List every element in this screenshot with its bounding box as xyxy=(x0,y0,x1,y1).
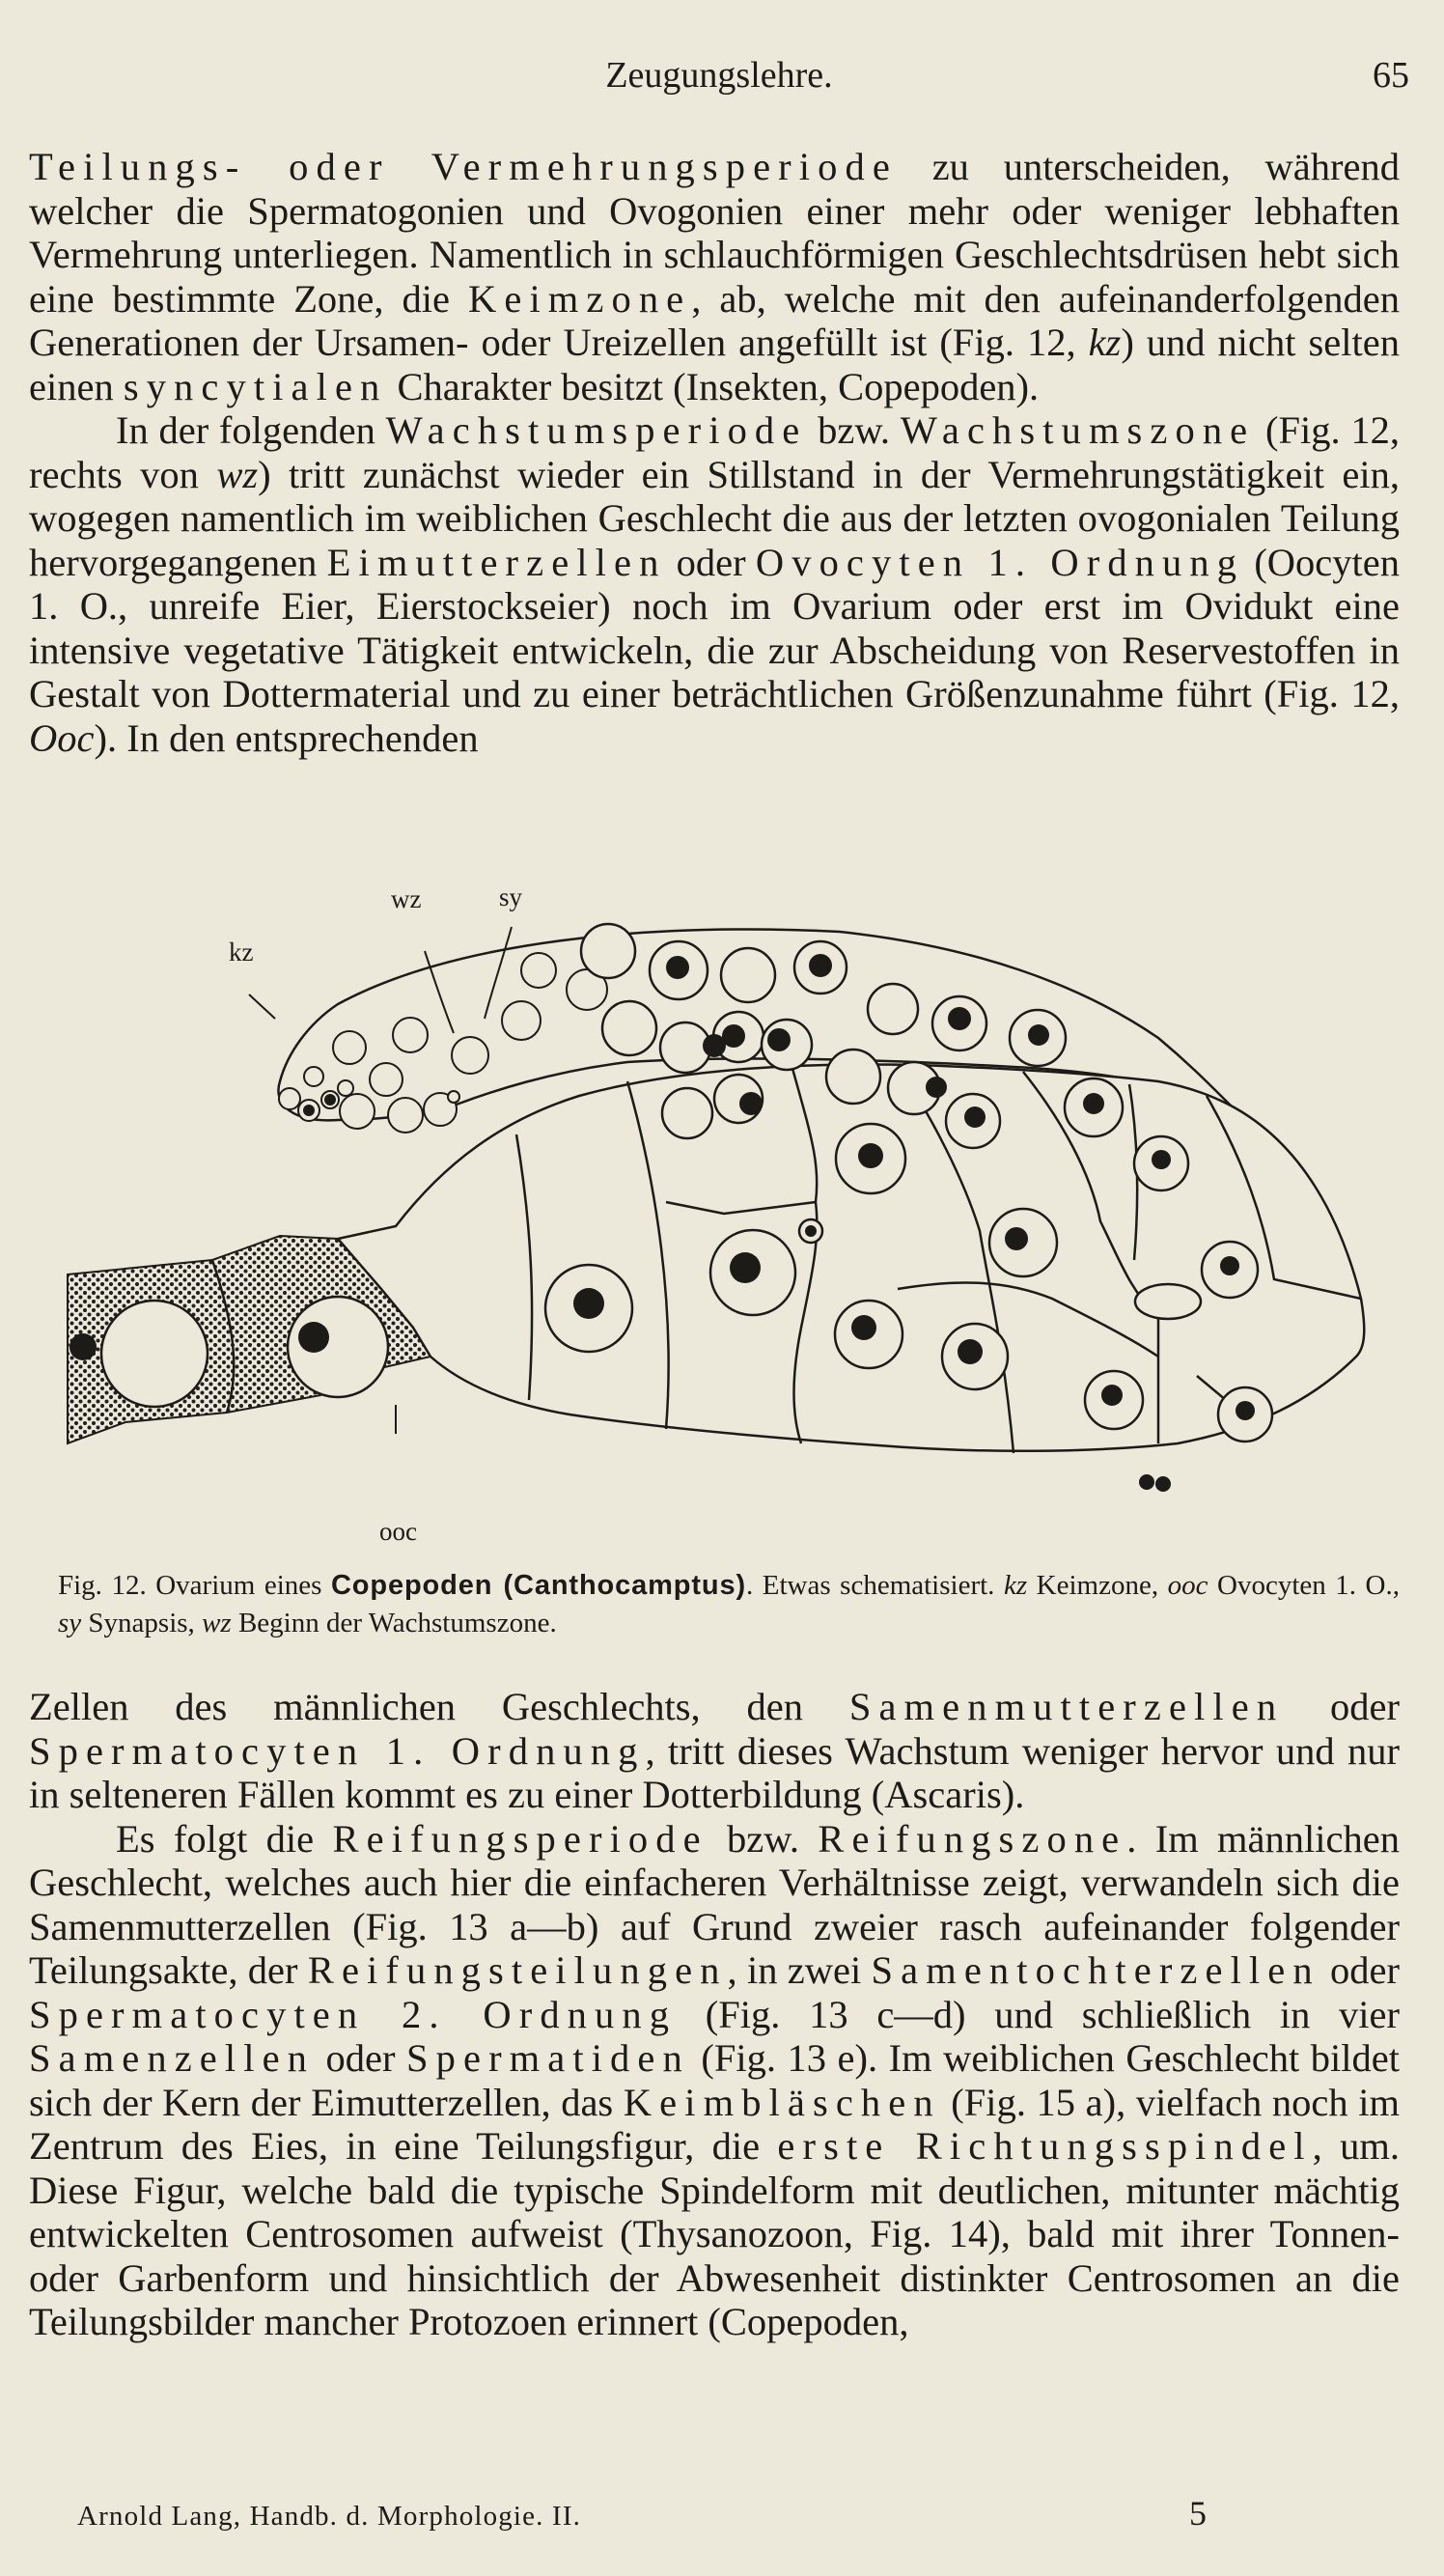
text-run: Fig. 12. Ovarium eines xyxy=(58,1570,331,1601)
text-run: (Fig. 15 a), vielfach noch im Zentrum des Eies, in eine Teilungsfigur, die xyxy=(29,2080,1400,2168)
italic-term: Ooc xyxy=(29,715,95,760)
text-run: . Im männlichen Geschlecht, welches auch hier die einfacheren Verhältnisse zeigt, verwandeln sich die Samenmutterzellen (Fig. 13 a—b) auf Grund zweier rasch aufeinander folgender Teilungsakte, der xyxy=(29,1816,1400,1992)
spaced-term: Reifungsteilungen xyxy=(307,1948,728,1992)
italic-term: wz xyxy=(216,452,259,496)
body-text-bottom xyxy=(29,1685,1400,2344)
label-sy: sy xyxy=(499,882,523,911)
spaced-term: Reifungsperiode xyxy=(332,1816,708,1861)
text-run: , tritt dieses Wachstum weniger hervor und nur in selteneren Fällen kommt es zu einer Dotterbildung (Ascaris). xyxy=(29,1728,1400,1816)
text-run: (Fig. 13 e). Im weiblichen Geschlecht bildet sich der Kern der Eimutterzellen, das xyxy=(29,2036,1401,2124)
text-run: zu unterscheiden, während welcher die Spermatogonien und Ovogonien einer mehr oder weniger lebhaften Vermehrung unterliegen. Namentlich in schlauchförmigen Geschlechtsdrüsen hebt sich eine bestimmte Zone, die xyxy=(29,145,1400,321)
spaced-term: Keimbläschen xyxy=(623,2080,941,2124)
text-run: In der folgenden xyxy=(116,408,386,452)
bold-term: Copepoden (Canthocamptus) xyxy=(330,1570,746,1601)
text-run: (Oocyten 1. O., unreife Eier, Eierstockseier) noch im Ovarium oder erst im Ovidukt eine intensive vegetative Tätigkeit entwickeln, die zur Abscheidung von Reservestoffen in Gestalt von Dottermaterial und zu einer beträchtlichen Größenzunahme führt (Fig. 12, xyxy=(29,540,1401,715)
spaced-term: Spermatiden xyxy=(406,2036,690,2080)
text-run: oder xyxy=(1319,1948,1400,1992)
figure-caption xyxy=(58,1567,1400,1642)
text-run: Ovocyten 1. O., xyxy=(1208,1570,1401,1601)
italic-term: kz xyxy=(1003,1570,1028,1601)
text-run: bzw. xyxy=(807,408,901,452)
italic-term: kz xyxy=(1088,321,1122,364)
spaced-term: Ovocyten 1. Ordnung xyxy=(755,540,1245,584)
text-run: , um. Diese Figur, welche bald die typische Spindelform mit deutlichen, mitunter mächtig entwickelten Centrosomen aufweist (Thysanozoon, Fig. 14), bald mit ihrer Tonnen- oder Garbenform und hinsichtlich der Abwesenheit distinkter Centrosomen an die Teilungsbilder mancher Protozoen erinnert (Copepoden, xyxy=(29,2124,1400,2343)
italic-term: sy xyxy=(58,1608,82,1638)
text-run: , ab, welche mit den aufeinanderfolgenden Generationen der Ursamen- oder Ureizellen angefüllt ist (Fig. 12, xyxy=(29,276,1400,364)
label-ooc: ooc xyxy=(379,1517,417,1546)
spaced-term: Spermatocyten 2. Ordnung xyxy=(29,1992,678,2036)
spaced-term: Reifungszone xyxy=(818,1816,1127,1861)
spaced-term: Samenmutterzellen xyxy=(848,1685,1285,1728)
text-run: . Etwas schematisiert. xyxy=(745,1570,1004,1601)
text-run: , in zwei xyxy=(727,1948,872,1992)
spaced-term: Spermatocyten 1. Ordnung xyxy=(29,1728,646,1773)
spaced-term: syncytialen xyxy=(123,364,388,408)
text-run: Synapsis, xyxy=(81,1608,203,1638)
spaced-term: Keimzone xyxy=(468,276,692,321)
text-run: (Fig. 12, rechts von xyxy=(29,408,1400,496)
italic-term: ooc xyxy=(1167,1570,1208,1601)
text-run: Beginn der Wachstumszone. xyxy=(231,1608,557,1638)
text-run: Es folgt die xyxy=(116,1816,333,1861)
footer-book-reference: Arnold Lang, Handb. d. Morphologie. II. xyxy=(77,2501,582,2532)
paragraph xyxy=(29,1817,1400,2344)
ovarium-drawing xyxy=(48,874,1409,1559)
page-number: 65 xyxy=(1373,55,1409,96)
paragraph xyxy=(29,1685,1400,1817)
text-run: Zellen des männlichen Geschlechts, den xyxy=(29,1685,849,1728)
paragraph xyxy=(29,145,1400,408)
text-run: ) und nicht selten einen xyxy=(29,321,1400,408)
spaced-term: Wachstumsperiode xyxy=(385,408,808,452)
text-run: ). In den entsprechenden xyxy=(94,715,479,760)
text-run: Keimzone, xyxy=(1027,1570,1168,1601)
page-footer xyxy=(77,2494,1207,2539)
text-run: oder xyxy=(1284,1685,1400,1728)
running-title: Zeugungslehre. xyxy=(605,55,833,96)
page-header xyxy=(29,54,1409,104)
spaced-term: Wachstumszone xyxy=(900,408,1256,452)
label-kz: kz xyxy=(229,938,254,966)
text-run: ) tritt zunächst wieder ein Stillstand in der Vermehrungstätigkeit ein, wogegen namentlich im weiblichen Geschlecht die aus der letzten ovogonialen Teilung hervorgegangenen xyxy=(29,452,1401,584)
spaced-term: Samentochterzellen xyxy=(871,1948,1320,1992)
spaced-term: erste Richtungsspindel xyxy=(777,2124,1313,2168)
text-run: Charakter besitzt (Insekten, Copepoden). xyxy=(387,364,1040,408)
body-text-top xyxy=(29,145,1400,760)
paragraph xyxy=(29,408,1400,760)
text-run: (Fig. 13 c—d) und schließlich in vier xyxy=(677,1992,1401,2036)
text-run: oder xyxy=(315,2036,407,2080)
text-run: bzw. xyxy=(708,1816,819,1861)
signature-number: 5 xyxy=(1189,2494,1207,2533)
text-run: oder xyxy=(666,540,756,584)
figure-12-ovarium-illustration xyxy=(48,874,1409,1559)
spaced-term: Eimutterzellen xyxy=(326,540,667,584)
spaced-term: Samenzellen xyxy=(29,2036,316,2080)
label-wz: wz xyxy=(391,884,422,913)
italic-term: wz xyxy=(202,1608,232,1638)
spaced-term: Teilungs- oder Vermehrungsperiode xyxy=(29,145,898,188)
caption-text xyxy=(58,1567,1400,1642)
